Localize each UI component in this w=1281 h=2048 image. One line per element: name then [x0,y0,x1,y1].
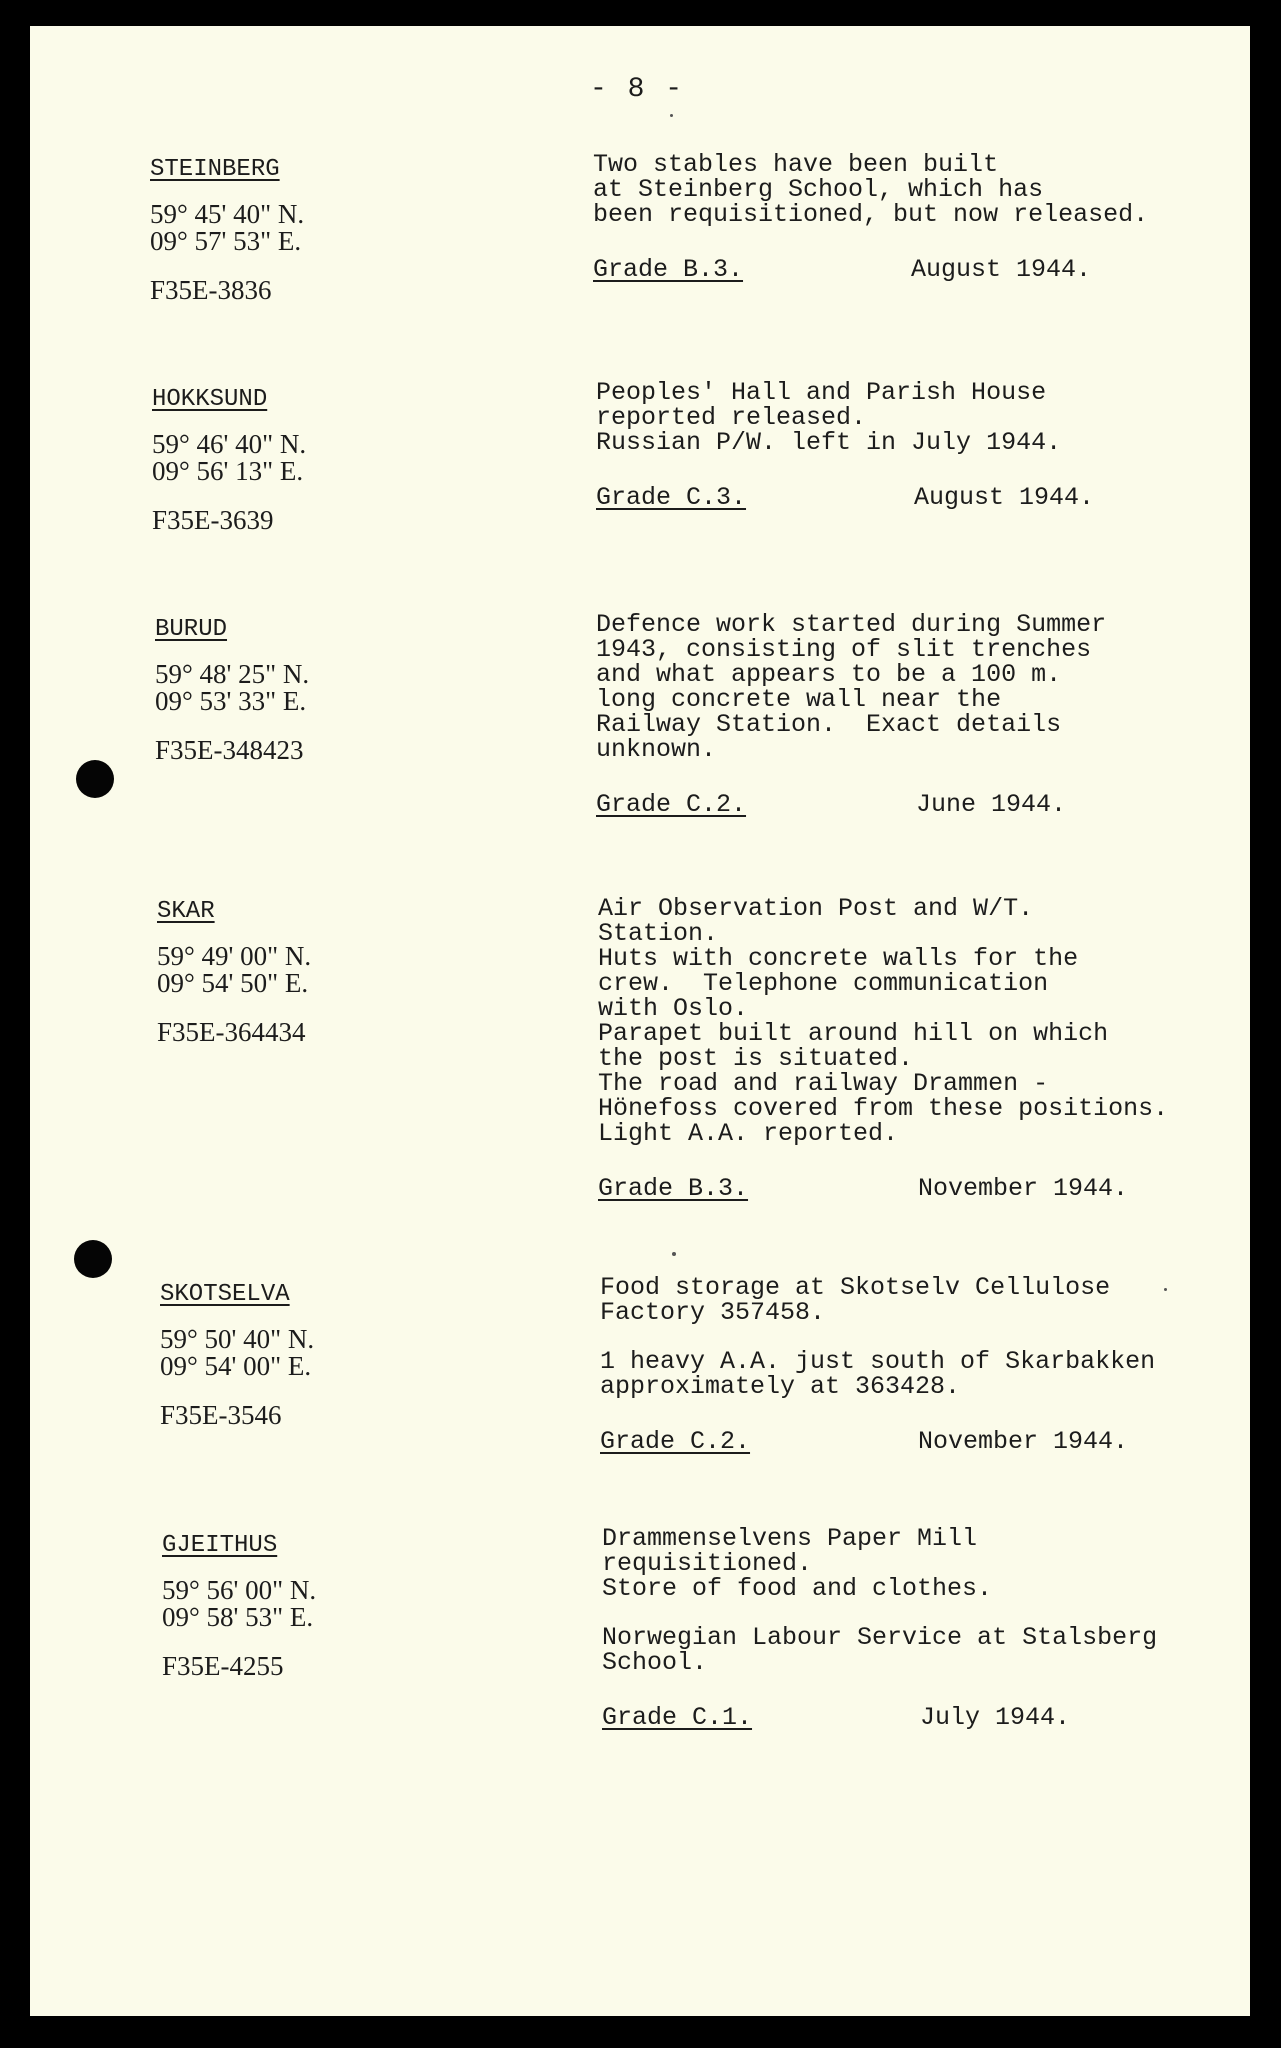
grade-line [598,1174,1218,1204]
report-date: July 1944. [920,1703,1071,1732]
grade-line [596,483,1216,513]
report-block [593,152,1213,285]
latitude: 59° 49' 00" N. [157,941,312,971]
paper-speck [1164,1288,1167,1291]
punch-hole-top [76,760,114,798]
report-date: November 1944. [918,1427,1129,1456]
map-reference: F35E-3836 [150,275,272,305]
report-block [596,612,1216,820]
grade: Grade C.1. [602,1703,753,1732]
latitude: 59° 50' 40" N. [160,1324,315,1354]
report-block [602,1526,1222,1733]
description: Drammenselvens Paper Mill requisitioned. Store of food and clothes. [602,1524,993,1603]
grade-line [602,1703,1222,1733]
report-date: November 1944. [918,1174,1129,1203]
report-block [598,896,1218,1204]
map-reference: F35E-348423 [155,735,304,765]
description: Food storage at Skotselv Cellulose Factory 357458. [600,1273,1111,1327]
grade: Grade B.3. [598,1174,749,1203]
paper-speck [672,1252,676,1256]
location-block [160,1281,480,1431]
description: Defence work started during Summer 1943, consisting of slit trenches and what appears to be a 100 m. long concrete wall near the Railway Station. Exact details unknown. [596,610,1107,764]
longitude: 09° 53' 33" E. [155,686,307,716]
page-number: - 8 - [590,74,685,105]
grade-line [593,255,1213,285]
description: Two stables have been built at Steinberg School, which has been requisitioned, but now released. [593,150,1149,229]
latitude: 59° 56' 00" N. [162,1575,317,1605]
place-name: GJEITHUS [162,1532,278,1559]
place-name: STEINBERG [150,156,280,183]
grade: Grade C.2. [600,1427,751,1456]
longitude: 09° 54' 00" E. [160,1351,312,1381]
location-block [150,156,470,306]
map-reference: F35E-3639 [152,505,274,535]
description-extra: 1 heavy A.A. just south of Skarbakken approximately at 363428. [600,1347,1156,1401]
location-block [152,386,472,536]
document-page [30,26,1250,2016]
paper-speck [670,114,673,117]
grade-line [600,1427,1220,1457]
report-block [596,380,1216,513]
grade: Grade B.3. [593,255,744,284]
latitude: 59° 45' 40" N. [150,199,305,229]
grade-line [596,790,1216,820]
place-name: SKAR [157,898,215,925]
map-reference: F35E-3546 [160,1400,282,1430]
grade: Grade C.3. [596,483,747,512]
report-date: August 1944. [911,255,1092,284]
place-name: SKOTSELVA [160,1281,290,1308]
report-block [600,1275,1220,1457]
latitude: 59° 46' 40" N. [152,429,307,459]
map-reference: F35E-4255 [162,1651,284,1681]
location-block [155,616,475,766]
latitude: 59° 48' 25" N. [155,659,310,689]
longitude: 09° 58' 53" E. [162,1602,314,1632]
longitude: 09° 54' 50" E. [157,968,309,998]
punch-hole-bottom [74,1240,112,1278]
location-block [157,898,477,1048]
description: Air Observation Post and W/T. Station. Huts with concrete walls for the crew. Telephone communication with Oslo. Parapet built around hill on which the post is situated. The road and railway Drammen - Hönefoss covered from these positions. Light A.A. reported. [598,894,1169,1148]
map-reference: F35E-364434 [157,1017,306,1047]
longitude: 09° 57' 53" E. [150,226,302,256]
place-name: BURUD [155,616,228,643]
place-name: HOKKSUND [152,386,268,413]
report-date: June 1944. [916,790,1067,819]
description: Peoples' Hall and Parish House reported released. Russian P/W. left in July 1944. [596,378,1062,457]
longitude: 09° 56' 13" E. [152,456,304,486]
description-extra: Norwegian Labour Service at Stalsberg School. [602,1623,1158,1677]
grade: Grade C.2. [596,790,747,819]
location-block [162,1532,482,1682]
report-date: August 1944. [914,483,1095,512]
